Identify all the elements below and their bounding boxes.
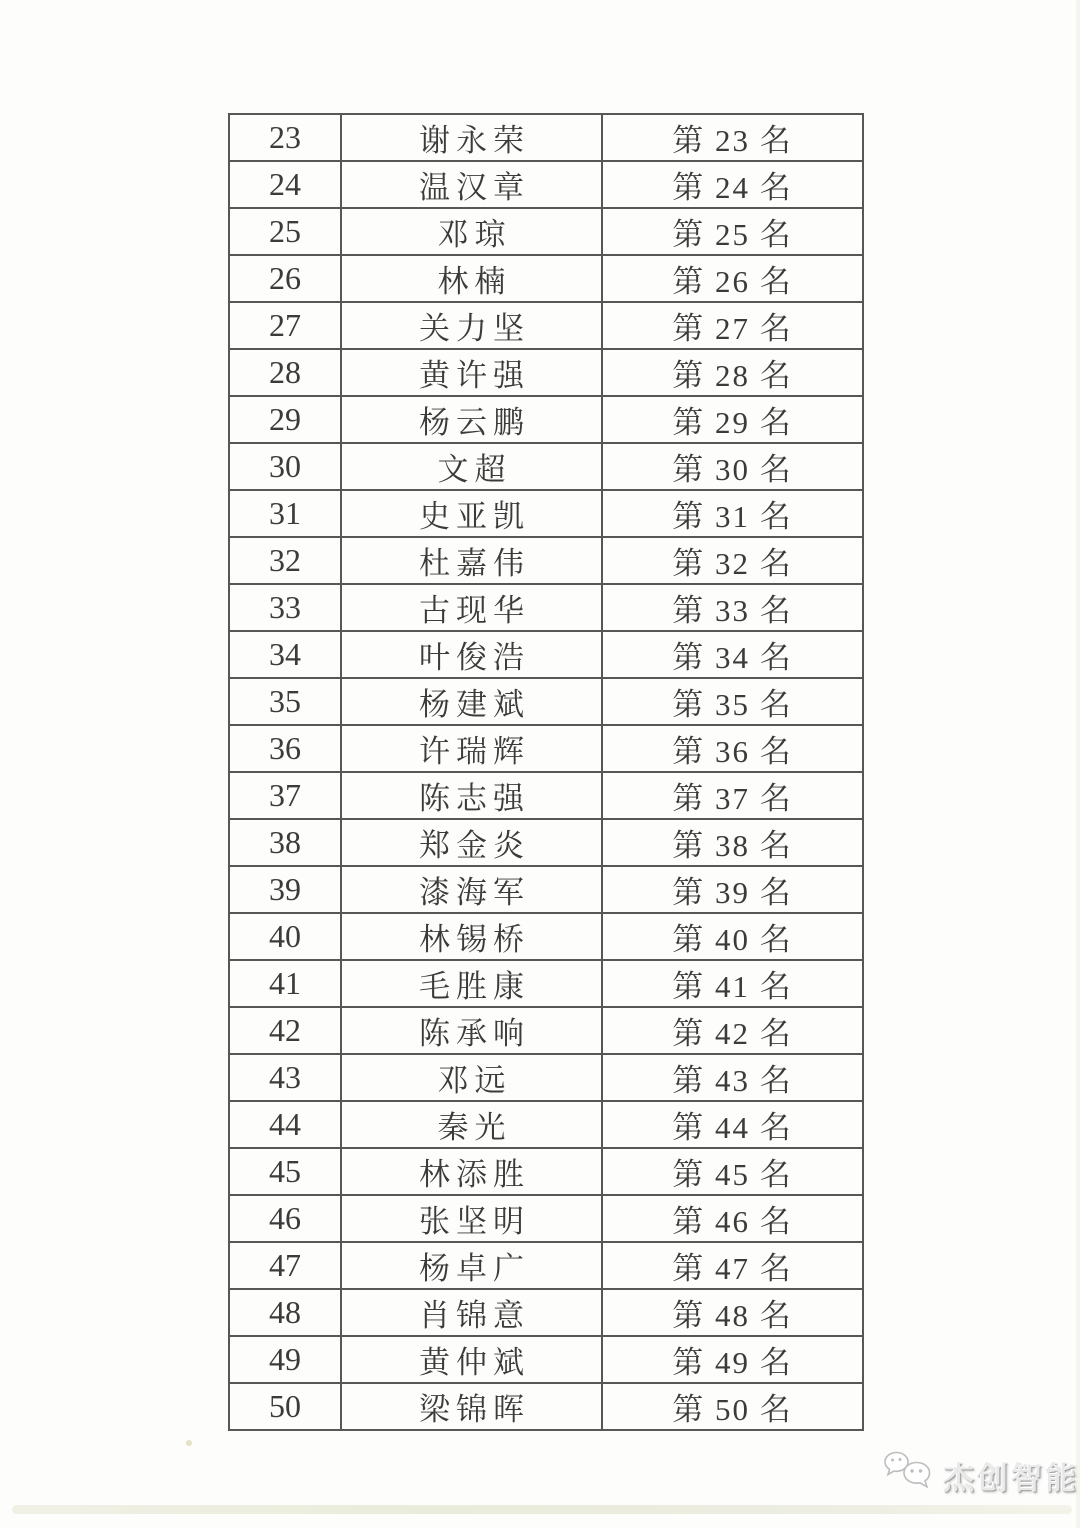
table-no-cell: 38	[229, 819, 341, 866]
table-rank-cell: 第 33 名	[602, 584, 863, 631]
table-no-cell: 24	[229, 161, 341, 208]
table-no-cell: 40	[229, 913, 341, 960]
table-row	[229, 302, 863, 349]
table-row	[229, 1007, 863, 1054]
table-no-cell: 50	[229, 1383, 341, 1430]
table-row	[229, 1242, 863, 1289]
watermark-label: 杰创智能	[943, 1461, 1079, 1496]
table-no-cell: 34	[229, 631, 341, 678]
table-rank-cell: 第 47 名	[602, 1242, 863, 1289]
table-rank-cell: 第 23 名	[602, 114, 863, 161]
table-no-cell: 47	[229, 1242, 341, 1289]
table-name-cell: 毛胜康	[341, 960, 602, 1007]
table-rank-cell: 第 24 名	[602, 161, 863, 208]
table-row	[229, 1054, 863, 1101]
table-rank-cell: 第 43 名	[602, 1054, 863, 1101]
table-no-cell: 23	[229, 114, 341, 161]
table-row	[229, 1195, 863, 1242]
table-name-cell: 黄仲斌	[341, 1336, 602, 1383]
table-rank-cell: 第 28 名	[602, 349, 863, 396]
table-rank-cell: 第 26 名	[602, 255, 863, 302]
table-rank-cell: 第 36 名	[602, 725, 863, 772]
table-name-cell: 陈志强	[341, 772, 602, 819]
table-rank-cell: 第 48 名	[602, 1289, 863, 1336]
table-rank-cell: 第 50 名	[602, 1383, 863, 1430]
table-no-cell: 28	[229, 349, 341, 396]
table-rank-cell: 第 41 名	[602, 960, 863, 1007]
table-name-cell: 温汉章	[341, 161, 602, 208]
table-no-cell: 31	[229, 490, 341, 537]
page-right-edge	[1076, 0, 1080, 1528]
table-no-cell: 36	[229, 725, 341, 772]
table-name-cell: 漆海军	[341, 866, 602, 913]
table-no-cell: 45	[229, 1148, 341, 1195]
table-no-cell: 37	[229, 772, 341, 819]
table-no-cell: 30	[229, 443, 341, 490]
table-no-cell: 49	[229, 1336, 341, 1383]
table-name-cell: 林楠	[341, 255, 602, 302]
table-rank-cell: 第 34 名	[602, 631, 863, 678]
table-row	[229, 537, 863, 584]
table-name-cell: 文超	[341, 443, 602, 490]
table-row	[229, 772, 863, 819]
table-row	[229, 913, 863, 960]
table-no-cell: 33	[229, 584, 341, 631]
table-rank-cell: 第 32 名	[602, 537, 863, 584]
table-name-cell: 叶俊浩	[341, 631, 602, 678]
table-rank-cell: 第 27 名	[602, 302, 863, 349]
table-no-cell: 35	[229, 678, 341, 725]
table-rank-cell: 第 38 名	[602, 819, 863, 866]
scan-speck	[186, 1440, 192, 1446]
table-row	[229, 490, 863, 537]
table-no-cell: 39	[229, 866, 341, 913]
table-name-cell: 杜嘉伟	[341, 537, 602, 584]
table-row	[229, 960, 863, 1007]
table-no-cell: 46	[229, 1195, 341, 1242]
table-rank-cell: 第 46 名	[602, 1195, 863, 1242]
table-name-cell: 谢永荣	[341, 114, 602, 161]
table-name-cell: 黄许强	[341, 349, 602, 396]
table-name-cell: 古现华	[341, 584, 602, 631]
table-rank-cell: 第 30 名	[602, 443, 863, 490]
table-rank-cell: 第 49 名	[602, 1336, 863, 1383]
table-name-cell: 杨云鹏	[341, 396, 602, 443]
table-name-cell: 杨建斌	[341, 678, 602, 725]
table-row	[229, 819, 863, 866]
table-rank-cell: 第 44 名	[602, 1101, 863, 1148]
table-rank-cell: 第 29 名	[602, 396, 863, 443]
table-no-cell: 42	[229, 1007, 341, 1054]
table-no-cell: 26	[229, 255, 341, 302]
table-row	[229, 349, 863, 396]
table-name-cell: 梁锦晖	[341, 1383, 602, 1430]
table-rank-cell: 第 35 名	[602, 678, 863, 725]
page-edge-shadow	[12, 1505, 1072, 1514]
table-row	[229, 584, 863, 631]
table-name-cell: 史亚凯	[341, 490, 602, 537]
table-row	[229, 161, 863, 208]
table-row	[229, 678, 863, 725]
table-rank-cell: 第 40 名	[602, 913, 863, 960]
table-name-cell: 陈承响	[341, 1007, 602, 1054]
wechat-chat-bubbles-icon	[882, 1450, 938, 1501]
table-rank-cell: 第 25 名	[602, 208, 863, 255]
table-row	[229, 725, 863, 772]
table-no-cell: 27	[229, 302, 341, 349]
table-row	[229, 208, 863, 255]
table-name-cell: 关力坚	[341, 302, 602, 349]
table-row	[229, 866, 863, 913]
table-row	[229, 1148, 863, 1195]
table-name-cell: 杨卓广	[341, 1242, 602, 1289]
table-row	[229, 1289, 863, 1336]
table-no-cell: 32	[229, 537, 341, 584]
table-no-cell: 48	[229, 1289, 341, 1336]
table-row	[229, 396, 863, 443]
table-rank-cell: 第 37 名	[602, 772, 863, 819]
table-rank-cell: 第 42 名	[602, 1007, 863, 1054]
table-name-cell: 张坚明	[341, 1195, 602, 1242]
table-no-cell: 29	[229, 396, 341, 443]
table-name-cell: 许瑞辉	[341, 725, 602, 772]
ranking-table-body	[229, 114, 863, 1430]
table-name-cell: 邓琼	[341, 208, 602, 255]
table-row	[229, 1336, 863, 1383]
table-name-cell: 林锡桥	[341, 913, 602, 960]
table-name-cell: 郑金炎	[341, 819, 602, 866]
table-rank-cell: 第 45 名	[602, 1148, 863, 1195]
table-row	[229, 631, 863, 678]
table-name-cell: 林添胜	[341, 1148, 602, 1195]
table-rank-cell: 第 39 名	[602, 866, 863, 913]
table-no-cell: 44	[229, 1101, 341, 1148]
table-row	[229, 1101, 863, 1148]
table-name-cell: 肖锦意	[341, 1289, 602, 1336]
table-name-cell: 邓远	[341, 1054, 602, 1101]
table-row	[229, 1383, 863, 1430]
table-row	[229, 255, 863, 302]
table-rank-cell: 第 31 名	[602, 490, 863, 537]
table-no-cell: 43	[229, 1054, 341, 1101]
table-name-cell: 秦光	[341, 1101, 602, 1148]
ranking-table	[228, 113, 864, 1431]
table-row	[229, 114, 863, 161]
table-no-cell: 25	[229, 208, 341, 255]
table-no-cell: 41	[229, 960, 341, 1007]
table-row	[229, 443, 863, 490]
watermark	[882, 1450, 1079, 1501]
